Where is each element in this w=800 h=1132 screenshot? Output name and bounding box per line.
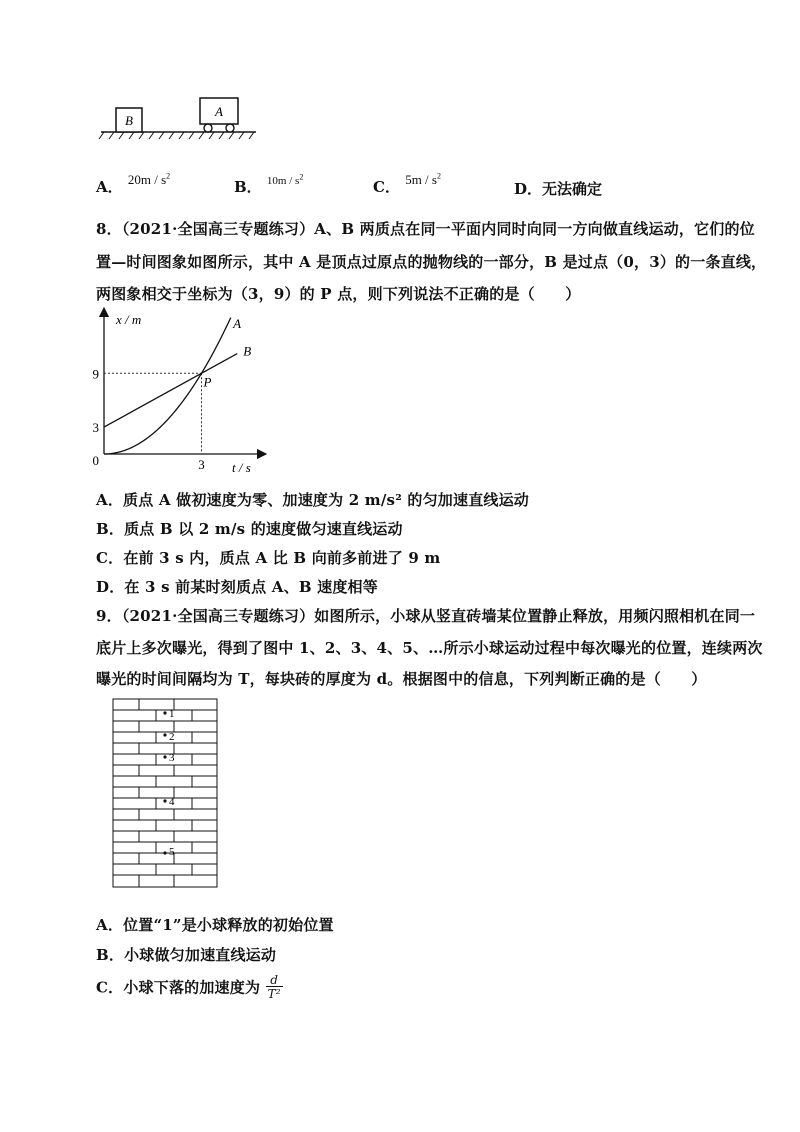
point-p-label: P xyxy=(203,374,212,390)
series-a-curve xyxy=(104,318,231,454)
q9-option-b: B．小球做匀加速直线运动 xyxy=(96,946,277,964)
ball-position-3 xyxy=(163,755,166,758)
tick-label-y-9: 9 xyxy=(92,366,99,382)
q7-option-a xyxy=(96,171,171,197)
q9-option-a: A．位置“1”是小球释放的初始位置 xyxy=(96,916,334,934)
q8-option-a: A．质点 A 做初速度为零、加速度为 2 m/s² 的匀加速直线运动 xyxy=(96,491,529,509)
q9-stem-line1: 9．（2021·全国高三专题练习）如图所示，小球从竖直砖墙某位置静止释放，用频闪照相机在同一 xyxy=(96,607,756,625)
brick-wall-figure xyxy=(112,698,222,890)
x-axis-label: t / s xyxy=(232,460,251,475)
q9-option-c-fraction xyxy=(266,974,283,1000)
tick-label-x-3: 3 xyxy=(198,457,205,472)
ball-position-4 xyxy=(163,799,166,802)
series-b-label: B xyxy=(243,343,252,359)
q7-option-d xyxy=(514,178,602,199)
q7-option-d-label: D． xyxy=(514,180,543,198)
ball-position-5 xyxy=(163,851,166,854)
cart-wheel-right xyxy=(226,124,234,132)
q7-option-c-label: C． xyxy=(373,178,400,196)
ball-position-2-label: 2 xyxy=(169,731,175,743)
series-a-label: A xyxy=(233,315,242,331)
ball-position-3-label: 3 xyxy=(169,752,175,764)
q9-option-c-text: C．小球下落的加速度为 xyxy=(96,978,261,997)
cart-a-label: A xyxy=(215,104,223,119)
xt-graph xyxy=(86,306,276,478)
ball-position-2 xyxy=(163,733,166,736)
q9-stem-line3: 曝光的时间间隔均为 T，每块砖的厚度为 d。根据图中的信息，下列判断正确的是（ ） xyxy=(96,670,707,688)
q8-option-c: C．在前 3 s 内，质点 A 比 B 向前多前进了 9 m xyxy=(96,549,441,567)
q8-stem-line2: 置—时间图象如图所示，其中 A 是顶点过原点的抛物线的一部分，B 是过点（0，3）的一条直线， xyxy=(96,253,767,271)
block-b-label: B xyxy=(125,113,133,128)
tick-label-y-3: 3 xyxy=(92,420,99,436)
q8-option-d: D．在 3 s 前某时刻质点 A、B 速度相等 xyxy=(96,578,378,596)
ball-position-1 xyxy=(163,711,166,714)
q7-option-c-value: $5m / s^2$ xyxy=(405,171,441,187)
q8-option-b: B．质点 B 以 2 m/s 的速度做匀速直线运动 xyxy=(96,520,403,538)
fraction-numerator: d xyxy=(270,973,279,987)
ball-position-5-label: 5 xyxy=(169,846,175,858)
ball-position-1-label: 1 xyxy=(169,708,175,720)
carts-figure xyxy=(98,94,260,140)
q8-stem-line3: 两图象相交于坐标为（3，9）的 P 点，则下列说法不正确的是（ ） xyxy=(96,285,581,303)
fraction-denominator: T² xyxy=(267,987,281,1001)
q7-option-d-text: 无法确定 xyxy=(542,180,603,198)
q9-option-c xyxy=(96,974,283,1000)
q7-option-a-label: A． xyxy=(96,178,123,196)
ball-position-4-label: 4 xyxy=(169,796,175,808)
q7-option-b-label: B． xyxy=(234,178,262,196)
tick-label-origin: 0 xyxy=(92,453,99,468)
q9-stem-line2: 底片上多次曝光，得到了图中 1、2、3、4、5、…所示小球运动过程中每次曝光的位置，连续两次 xyxy=(96,639,763,657)
q7-option-a-value: $20m / s^2$ xyxy=(127,171,171,187)
q7-option-b xyxy=(234,172,304,197)
cart-wheel-left xyxy=(204,124,212,132)
q7-option-c xyxy=(373,171,441,197)
q7-option-b-value: 10m / s2 xyxy=(266,172,304,187)
y-axis-label: x / m xyxy=(116,312,142,327)
q8-stem-line1: 8．（2021·全国高三专题练习）A、B 两质点在同一平面内同时向同一方向做直线运动，它们的位 xyxy=(96,220,755,238)
